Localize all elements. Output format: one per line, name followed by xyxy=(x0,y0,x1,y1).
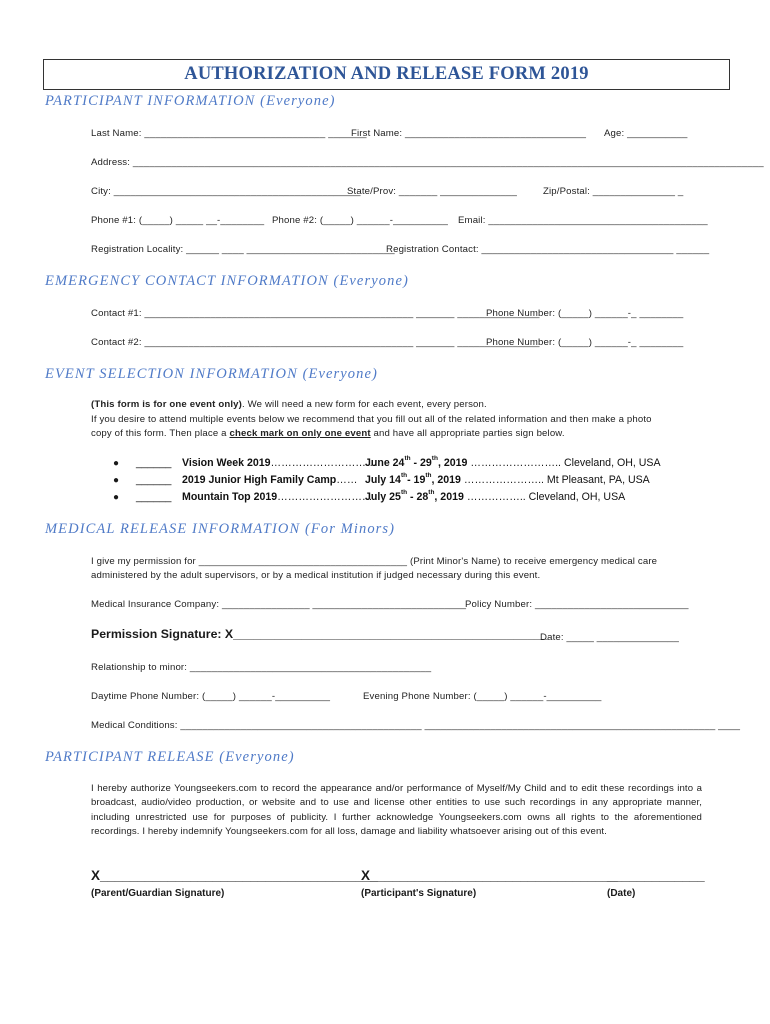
event-date-sup: th xyxy=(400,489,408,496)
event-dots: …………………….. xyxy=(470,457,561,469)
form-title: AUTHORIZATION AND RELEASE FORM 2019 xyxy=(184,64,589,84)
permission-signature-label: Permission Signature: X xyxy=(91,627,234,641)
medical-heading: MEDICAL RELEASE INFORMATION (For Minors) xyxy=(45,521,396,537)
contact1-field[interactable]: Contact #1: _________________________________________________ _______ _______________ xyxy=(91,308,540,319)
insurance-field[interactable]: Medical Insurance Company: ________________ ____________________________ xyxy=(91,599,467,610)
last-name-field[interactable]: Last Name: _________________________________ _______ xyxy=(91,128,367,139)
event-date-sup: th xyxy=(425,472,432,479)
bullet-icon: ● xyxy=(113,458,120,469)
email-field[interactable]: Email: ________________________________________ xyxy=(458,215,708,226)
evening-phone-field[interactable]: Evening Phone Number: (_____) ______-__________ xyxy=(363,691,602,702)
event-date-sup: th xyxy=(431,455,438,462)
event-date-a: June 24 xyxy=(365,457,405,469)
release-heading: PARTICIPANT RELEASE (Everyone) xyxy=(45,749,295,765)
event-date-b: - 19 xyxy=(407,474,426,486)
parent-signature-caption: (Parent/Guardian Signature) xyxy=(91,888,225,899)
first-name-field[interactable]: First Name: _________________________________ xyxy=(351,128,587,139)
event-row xyxy=(182,474,357,486)
event-date-b: - 28 xyxy=(407,491,429,503)
phone1-field[interactable]: Phone #1: (_____) _____ __-________ xyxy=(91,215,265,226)
event-row xyxy=(182,457,376,469)
event-checkbox-line[interactable]: ______ xyxy=(136,457,172,469)
permission-signature-field[interactable] xyxy=(91,627,548,641)
event-date-sup: th xyxy=(404,455,411,462)
event-instruction-check-mark: check mark on only one event xyxy=(229,428,371,439)
event-date-sup: th xyxy=(400,472,408,479)
event-dots: ……………………… xyxy=(277,491,373,503)
policy-field[interactable]: Policy Number: ____________________________ xyxy=(465,599,689,610)
date-signature-line[interactable]: _____________ xyxy=(607,868,705,883)
event-instruction-2 xyxy=(91,428,565,439)
bullet-icon: ● xyxy=(113,475,120,486)
emergency-heading: EMERGENCY CONTACT INFORMATION (Everyone) xyxy=(45,273,409,289)
registration-contact-field[interactable]: Registration Contact: ___________________________________ ______ xyxy=(386,244,710,255)
title-box xyxy=(43,59,730,90)
permission-signature-line[interactable]: ______________________________________________ xyxy=(233,627,548,641)
medical-permission-line1[interactable]: I give my permission for ______________________________________ (Print Minor's Name) to receive emergency medical care xyxy=(91,556,658,567)
event-checkbox-line[interactable]: ______ xyxy=(136,474,172,486)
event-dots: …… xyxy=(336,474,358,486)
city-field[interactable]: City: _____________________________________________ xyxy=(91,186,361,197)
event-dots: ………………………… xyxy=(270,457,377,469)
contact2-phone-field[interactable]: Phone Number: (_____) ______-_ ________ xyxy=(486,337,684,348)
event-date-c: , 2019 xyxy=(437,457,468,469)
date-signature-caption: (Date) xyxy=(607,888,636,899)
contact1-phone-field[interactable]: Phone Number: (_____) ______-_ ________ xyxy=(486,308,684,319)
permission-date-field[interactable]: Date: _____ _______________ xyxy=(540,632,680,643)
event-location: Cleveland, OH, USA xyxy=(563,457,661,469)
event-checkbox-line[interactable]: ______ xyxy=(136,491,172,503)
event-instruction-2a: copy of this form. Then place a xyxy=(91,428,230,439)
event-instruction-1: If you desire to attend multiple events below we recommend that you fill out all of the related information and then make a photo xyxy=(91,414,652,425)
event-date xyxy=(365,474,650,486)
daytime-phone-field[interactable]: Daytime Phone Number: (_____) ______-__________ xyxy=(91,691,331,702)
event-note-rest: . We will need a new form for each event, every person. xyxy=(242,399,487,410)
event-name: Mountain Top 2019 xyxy=(182,491,278,503)
address-field[interactable]: Address: ___________________________________________________________________________________________________________________ xyxy=(91,157,764,168)
state-field[interactable]: State/Prov: _______ ______________ xyxy=(347,186,517,197)
event-date-sup: th xyxy=(428,489,435,496)
age-field[interactable]: Age: ___________ xyxy=(604,128,688,139)
event-dots: …………….. xyxy=(466,491,526,503)
event-location: Mt Pleasant, PA, USA xyxy=(546,474,650,486)
bullet-icon: ● xyxy=(113,492,120,503)
medical-permission-line2: administered by the adult supervisors, or by a medical institution if judged necessary during this event. xyxy=(91,570,541,581)
event-location: Cleveland, OH, USA xyxy=(528,491,626,503)
participant-heading: PARTICIPANT INFORMATION (Everyone) xyxy=(45,93,336,109)
event-dots: ………………….. xyxy=(463,474,544,486)
relationship-field[interactable]: Relationship to minor: ____________________________________________ xyxy=(91,662,432,673)
medical-conditions-field[interactable]: Medical Conditions: ____________________________________________ _____________________________________________________ ____ xyxy=(91,720,741,731)
registration-locality-field[interactable]: Registration Locality: ______ ____ ___________________________ xyxy=(91,244,395,255)
contact2-field[interactable]: Contact #2: _________________________________________________ _______ _______________ xyxy=(91,337,540,348)
parent-signature-line[interactable]: X_____________________________________ xyxy=(91,868,378,883)
event-date-a: July 14 xyxy=(365,474,401,486)
event-instruction-2c: and have all appropriate parties sign below. xyxy=(370,428,565,439)
event-date xyxy=(365,457,661,469)
event-date-a: July 25 xyxy=(365,491,401,503)
event-name: Vision Week 2019 xyxy=(182,457,271,469)
release-text: I hereby authorize Youngseekers.com to record the appearance and/or performance of Myself/My Child and to edit these recordings into a broadcast, audio/video production, or website and to use and license other entities to use such recordings in any appropriate manner, including unrestricted use for purposes of publicity. I further acknowledge Youngseekers.com owns all rights to the aforementioned recordings. I hereby indemnify Youngseekers.com for all loss, damage and liability whatsoever arising out of this event. xyxy=(91,783,702,837)
event-row xyxy=(182,491,373,503)
participant-signature-line[interactable]: X_________________________________ xyxy=(361,868,618,883)
event-date-c: , 2019 xyxy=(434,491,464,503)
event-heading: EVENT SELECTION INFORMATION (Everyone) xyxy=(45,366,378,382)
phone2-field[interactable]: Phone #2: (_____) ______-__________ xyxy=(272,215,448,226)
event-date-b: - 29 xyxy=(410,457,432,469)
zip-field[interactable]: Zip/Postal: _______________ _ xyxy=(543,186,684,197)
event-note-bold: (This form is for one event only) xyxy=(91,399,243,410)
event-date xyxy=(365,491,625,503)
event-note xyxy=(91,399,487,410)
event-date-c: , 2019 xyxy=(431,474,461,486)
participant-signature-caption: (Participant's Signature) xyxy=(361,888,477,899)
event-name: 2019 Junior High Family Camp xyxy=(182,474,337,486)
